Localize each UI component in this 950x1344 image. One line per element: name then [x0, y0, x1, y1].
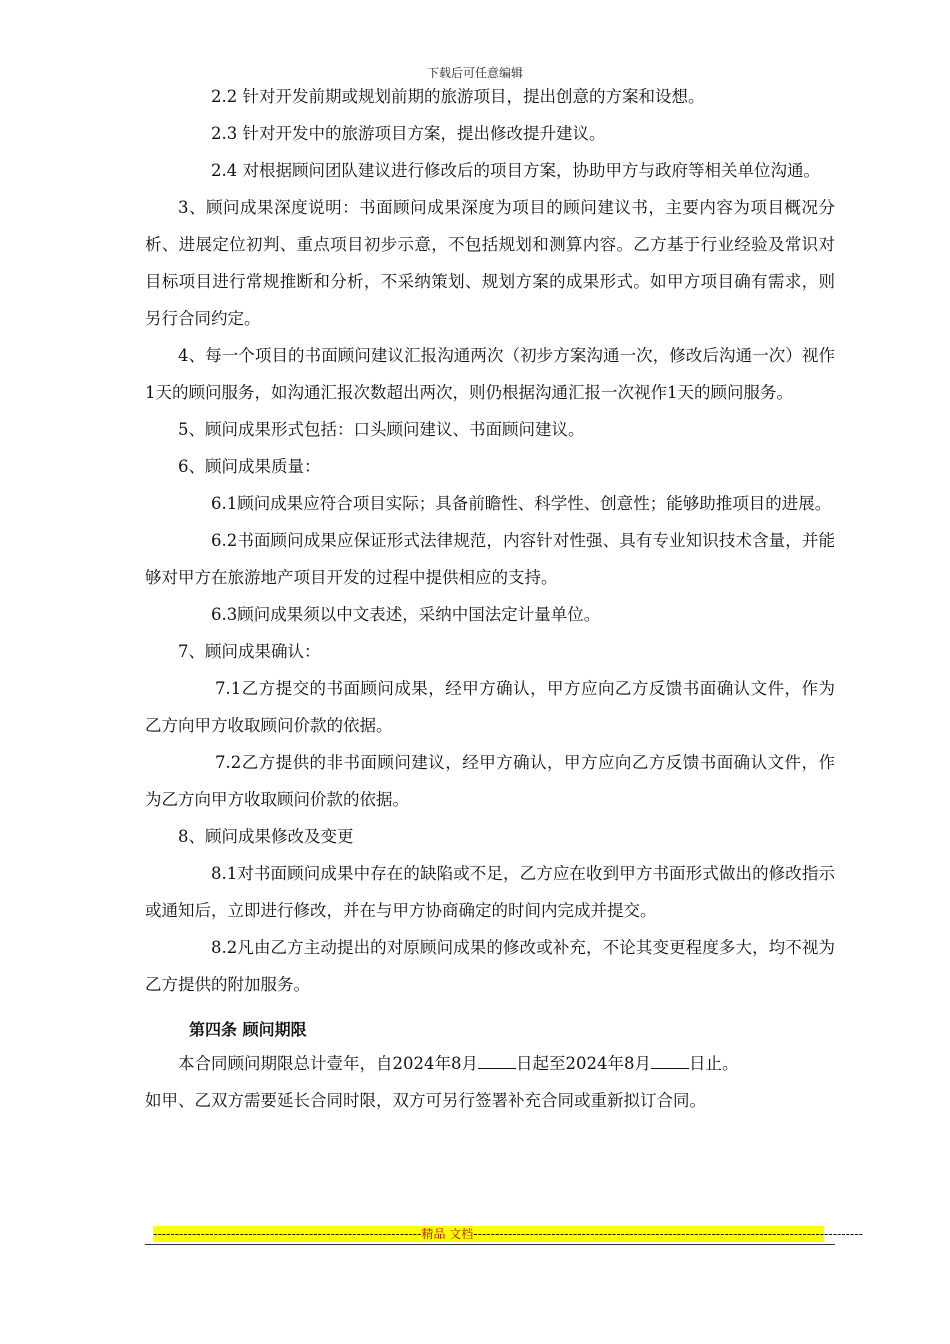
clause-2-2: 2.2 针对开发前期或规划前期的旅游项目，提出创意的方案和设想。 — [211, 87, 705, 106]
clause-8-1: 8.1对书面顾问成果中存在的缺陷或不足，乙方应在收到甲方书面形式做出的修改指示或通知后，立即进行修改，并在与甲方协商确定的时间内完成并提交。 — [145, 864, 835, 920]
footer-divider — [145, 1244, 835, 1245]
clause-4: 4、每一个项目的书面顾问建议汇报沟通两次（初步方案沟通一次，修改后沟通一次）视作1天的顾问服务，如沟通汇报次数超出两次，则仍根据沟通汇报一次视作1天的顾问服务。 — [145, 346, 835, 402]
clause-6: 6、顾问成果质量： — [178, 457, 321, 476]
clause-2-4: 2.4 对根据顾问团队建议进行修改后的项目方案，协助甲方与政府等相关单位沟通。 — [211, 161, 820, 180]
clause-6-2: 6.2书面顾问成果应保证形式法律规范，内容针对性强、具有专业知识技术含量，并能够对甲方在旅游地产项目开发的过程中提供相应的支持。 — [145, 531, 835, 587]
clause-5: 5、顾问成果形式包括：口头顾问建议、书面顾问建议。 — [178, 420, 585, 439]
clause-6-3: 6.3顾问成果须以中文表述，采纳中国法定计量单位。 — [211, 605, 601, 624]
clause-7-2: 7.2乙方提供的非书面顾问建议，经甲方确认，甲方应向乙方反馈书面确认文件，作为乙方向甲方收取顾问价款的依据。 — [145, 753, 835, 809]
footer-label: 精品 文档 — [421, 1227, 474, 1241]
article-4-term-c: 日止。 — [689, 1054, 739, 1073]
clause-7: 7、顾问成果确认： — [178, 642, 321, 661]
header-note: 下载后可任意编辑 — [426, 66, 523, 80]
article-4-term-b: 日起至2024年8月 — [516, 1054, 651, 1073]
article-4-title: 第四条 顾问期限 — [189, 1020, 307, 1039]
clause-6-1: 6.1顾问成果应符合项目实际；具备前瞻性、科学性、创意性；能够助推项目的进展。 — [211, 494, 832, 513]
blank-end-day — [651, 1054, 689, 1069]
article-4-term-a: 本合同顾问期限总计壹年，自2024年8月 — [178, 1054, 478, 1073]
clause-7-1: 7.1乙方提交的书面顾问成果，经甲方确认，甲方应向乙方反馈书面确认文件，作为乙方向甲方收取顾问价款的依据。 — [145, 679, 835, 735]
article-4-term — [145, 1045, 835, 1082]
article-4-extension: 如甲、乙双方需要延长合同时限，双方可另行签署补充合同或重新拟订合同。 — [145, 1091, 706, 1110]
blank-start-day — [478, 1054, 516, 1069]
clause-3: 3、顾问成果深度说明：书面顾问成果深度为项目的顾问建议书，主要内容为项目概况分析、进展定位初判、重点项目初步示意，不包括规划和测算内容。乙方基于行业经验及常识对目标项目进行常规推断和分析，不采纳策划、规划方案的成果形式。如甲方项目确有需求，则另行合同约定。 — [145, 198, 835, 328]
footer-banner — [153, 1226, 864, 1242]
footer-dashes-right: ------------------------------------------------------------------------------------------ — [473, 1227, 864, 1241]
document-body — [145, 78, 835, 1119]
clause-8: 8、顾问成果修改及变更 — [178, 827, 354, 846]
clause-8-2: 8.2凡由乙方主动提出的对原顾问成果的修改或补充，不论其变更程度多大，均不视为乙方提供的附加服务。 — [145, 938, 835, 994]
clause-2-3: 2.3 针对开发中的旅游项目方案，提出修改提升建议。 — [211, 124, 606, 143]
footer-dashes-left: -------------------------------------------------------------- — [153, 1227, 422, 1241]
